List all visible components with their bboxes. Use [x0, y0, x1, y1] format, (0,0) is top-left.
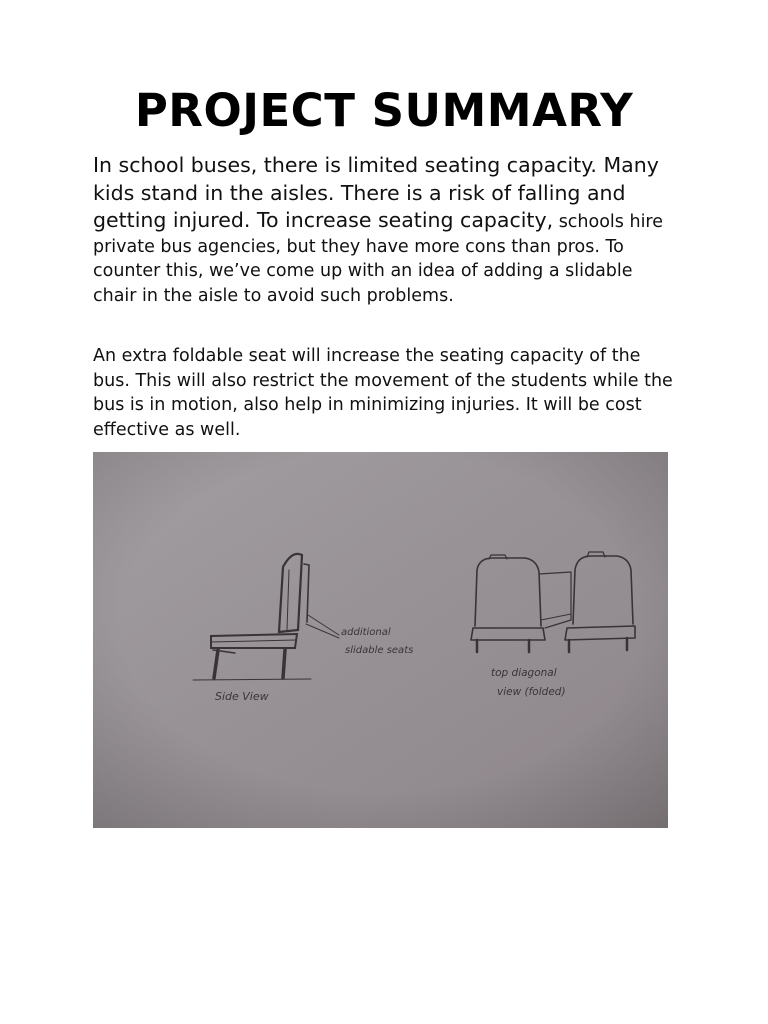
page-title: PROJECT SUMMARY [134, 84, 634, 137]
paragraph-2: An extra foldable seat will increase the seating capacity of the bus. This will also restrict the movement of the students while the bus is in motion, also help in minimizing injuries. It will be cost effective as well. [93, 346, 673, 440]
paragraph-1 [93, 152, 678, 308]
sketch-label-view-folded: view (folded) [497, 686, 566, 698]
paragraph-1-rest: schools hire private bus agencies, but they have more cons than pros. To counter this, we’ve come up with an idea of adding a slidable chair in the aisle to avoid such problems. [93, 212, 664, 306]
sketch-label-side-view: Side View [215, 690, 269, 703]
sketch-label-additional: additional [341, 627, 391, 638]
paragraph-1-lead: In school buses, there is limited seating capacity. Many kids stand in the aisles. There is a risk of falling and getting injured. To increase seating capacity, [93, 153, 659, 232]
sketch-label-slidable-seats: slidable seats [345, 645, 414, 656]
sketch-photo [93, 452, 668, 828]
sketch-label-top-diagonal: top diagonal [491, 667, 557, 679]
sketch-drawing [93, 452, 668, 828]
